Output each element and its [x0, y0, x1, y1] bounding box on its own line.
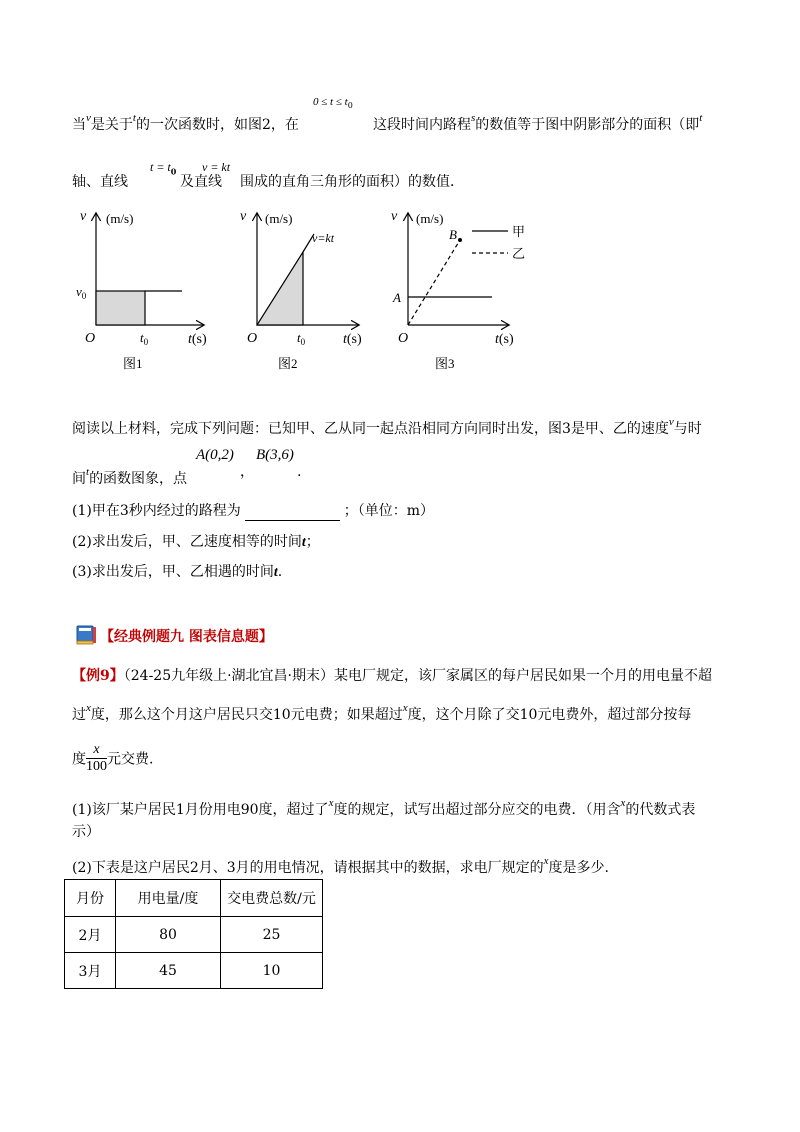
text: 度，那么这个月这户居民只交10元电费；如果超过	[90, 707, 403, 723]
cell-fee: 10	[221, 953, 323, 989]
fig2-caption: 图2	[278, 356, 298, 371]
para2-comma	[240, 462, 254, 482]
text: 的函数图象，点	[89, 471, 188, 487]
fig3-origin: O	[398, 331, 409, 346]
para1-line2-mid	[180, 172, 222, 192]
text: 元交费.	[107, 751, 154, 768]
fig3-v-label: v	[391, 209, 398, 224]
book-icon	[74, 622, 98, 646]
example-question-1	[72, 793, 695, 820]
fig3-label-b: B	[449, 227, 457, 242]
fig1-v0: $v_0$	[76, 284, 87, 301]
fig2-v-label: v	[240, 209, 247, 224]
text: .	[277, 564, 283, 580]
point-b	[458, 238, 462, 242]
var-t: t	[132, 112, 136, 124]
point-a-coord	[196, 447, 234, 464]
text: 示）	[72, 824, 100, 840]
fig3-t-axis: t(s)	[495, 332, 514, 347]
fig1-caption: 图1	[123, 356, 143, 371]
var-x: x	[620, 797, 626, 809]
text: 的一次函数时，如图2，在	[135, 117, 299, 133]
table-row	[65, 917, 323, 953]
frac-num: x	[86, 742, 107, 759]
text: (1)甲在3秒内经过的路程为	[72, 503, 241, 519]
text: 度，这个月除了交10元电费外，超过部分按每	[407, 707, 692, 723]
var-x: x	[328, 797, 334, 809]
para1-line2-end	[240, 172, 464, 192]
question-1	[72, 501, 434, 521]
para1-line1-end	[373, 108, 702, 135]
text: 度	[72, 751, 86, 768]
eq-v-kt	[202, 160, 230, 175]
text: 的数值等于图中阴影部分的面积（即	[475, 117, 700, 133]
example-tag: 【例9】	[72, 668, 124, 684]
range-sub: 0	[347, 101, 353, 111]
text: 阅读以上材料，完成下列问题：已知甲、乙从同一起点沿相同方向同时出发，图3是甲、乙的速度	[72, 421, 669, 437]
cell-fee: 25	[221, 917, 323, 953]
text: 及直线	[180, 174, 222, 190]
var-t: t	[86, 466, 90, 478]
text: 当	[72, 117, 86, 133]
text: 过	[72, 707, 86, 723]
para2-line2	[72, 462, 187, 489]
figure-3	[391, 209, 525, 371]
fig2-line-label: v=kt	[312, 231, 335, 245]
fig3-unit: (m/s)	[416, 211, 444, 226]
text: 度是多少.	[548, 860, 609, 876]
electricity-table	[64, 879, 323, 989]
legend-jia: 甲	[512, 224, 526, 239]
example-line2	[72, 698, 691, 725]
fig2-unit: (m/s)	[265, 211, 293, 226]
answer-blank[interactable]	[245, 506, 340, 521]
fig3-label-a: A	[393, 290, 401, 305]
var-x: x	[86, 702, 91, 714]
var-v: v	[86, 112, 91, 124]
table-row	[65, 953, 323, 989]
text: 这段时间内路程	[373, 117, 471, 133]
para2-line1	[72, 412, 702, 439]
figures-svg	[60, 200, 530, 380]
var-t: t	[301, 535, 306, 550]
point-b-text: B(3,6)	[256, 447, 294, 463]
text: 围成的直角三角形的面积）的数值．	[240, 174, 464, 190]
var-t: t	[699, 112, 703, 124]
example-line1	[72, 666, 712, 686]
point-a-text: A(0,2)	[196, 447, 234, 463]
text: (2)求出发后，甲、乙速度相等的时间	[72, 534, 302, 550]
text: ，	[240, 464, 254, 480]
line-yi	[408, 240, 460, 325]
fig2-origin: O	[247, 331, 258, 346]
fig2-t-axis: t(s)	[343, 332, 362, 347]
var-x: x	[402, 702, 408, 714]
var-v: v	[668, 416, 674, 428]
text: ；	[305, 534, 320, 550]
point-b-coord	[256, 447, 294, 464]
fig1-t-axis: t(s)	[188, 332, 207, 347]
table-header-row	[65, 880, 323, 917]
eq-t-t0	[150, 160, 176, 176]
text: (3)求出发后，甲、乙相遇的时间	[72, 564, 274, 580]
cell-month: 2月	[65, 917, 116, 953]
header-usage: 用电量/度	[116, 880, 221, 917]
fraction-x-over-100	[86, 742, 107, 775]
example-question-2	[72, 851, 609, 878]
para1-line1	[72, 108, 299, 135]
question-3	[72, 562, 282, 583]
shaded-rectangle	[96, 291, 145, 325]
range-expression	[313, 95, 353, 110]
text: ；（单位：m）	[343, 503, 435, 519]
eq1-sub: 0	[170, 166, 177, 177]
section-title: 【经典例题九 图表信息题】	[100, 629, 273, 645]
para1-line2	[72, 172, 128, 192]
eq1: t = t	[150, 160, 171, 174]
figure-2	[240, 209, 362, 371]
shaded-triangle	[257, 252, 303, 325]
var-t: t	[273, 565, 278, 580]
text: 轴、直线	[72, 174, 128, 190]
text: 是关于	[90, 117, 133, 133]
cell-usage: 80	[116, 917, 221, 953]
para2-period	[297, 462, 301, 482]
range-text: 0 ≤ t ≤ t	[313, 96, 348, 108]
eq2: v = kt	[202, 160, 231, 174]
legend-yi: 乙	[512, 246, 526, 261]
text: 与时	[673, 421, 702, 437]
text: 间	[72, 471, 86, 487]
fig1-v-label: v	[80, 209, 87, 224]
text: （24-25九年级上·湖北宜昌·期末）某电厂规定，该厂家属区的每户居民如果一个月的用电量不超	[123, 668, 713, 684]
text: .	[297, 464, 302, 480]
header-fee: 交电费总数/元	[221, 880, 323, 917]
fig1-origin: O	[85, 331, 96, 346]
fig2-t0: $t_0$	[297, 330, 306, 347]
frac-den: 100	[86, 759, 107, 774]
question-2	[72, 532, 320, 553]
fig1-t0: $t_0$	[140, 330, 149, 347]
var-x: x	[543, 855, 549, 867]
text: (1)该厂某户居民1月份用电90度，超过了	[72, 802, 329, 818]
figure-1	[76, 209, 207, 371]
text: (2)下表是这户居民2月、3月的用电情况，请根据其中的数据，求电厂规定的	[72, 860, 544, 876]
cell-month: 3月	[65, 953, 116, 989]
example-line3	[72, 742, 153, 775]
cell-usage: 45	[116, 953, 221, 989]
header-month: 月份	[65, 880, 116, 917]
var-s: s	[471, 112, 476, 124]
fig3-caption: 图3	[435, 356, 455, 371]
text: 度的规定，试写出超过部分应交的电费．（用含	[333, 802, 621, 818]
example-question-1-cont	[72, 822, 100, 842]
fig1-unit: (m/s)	[106, 211, 134, 226]
text: 的代数式表	[625, 802, 696, 818]
